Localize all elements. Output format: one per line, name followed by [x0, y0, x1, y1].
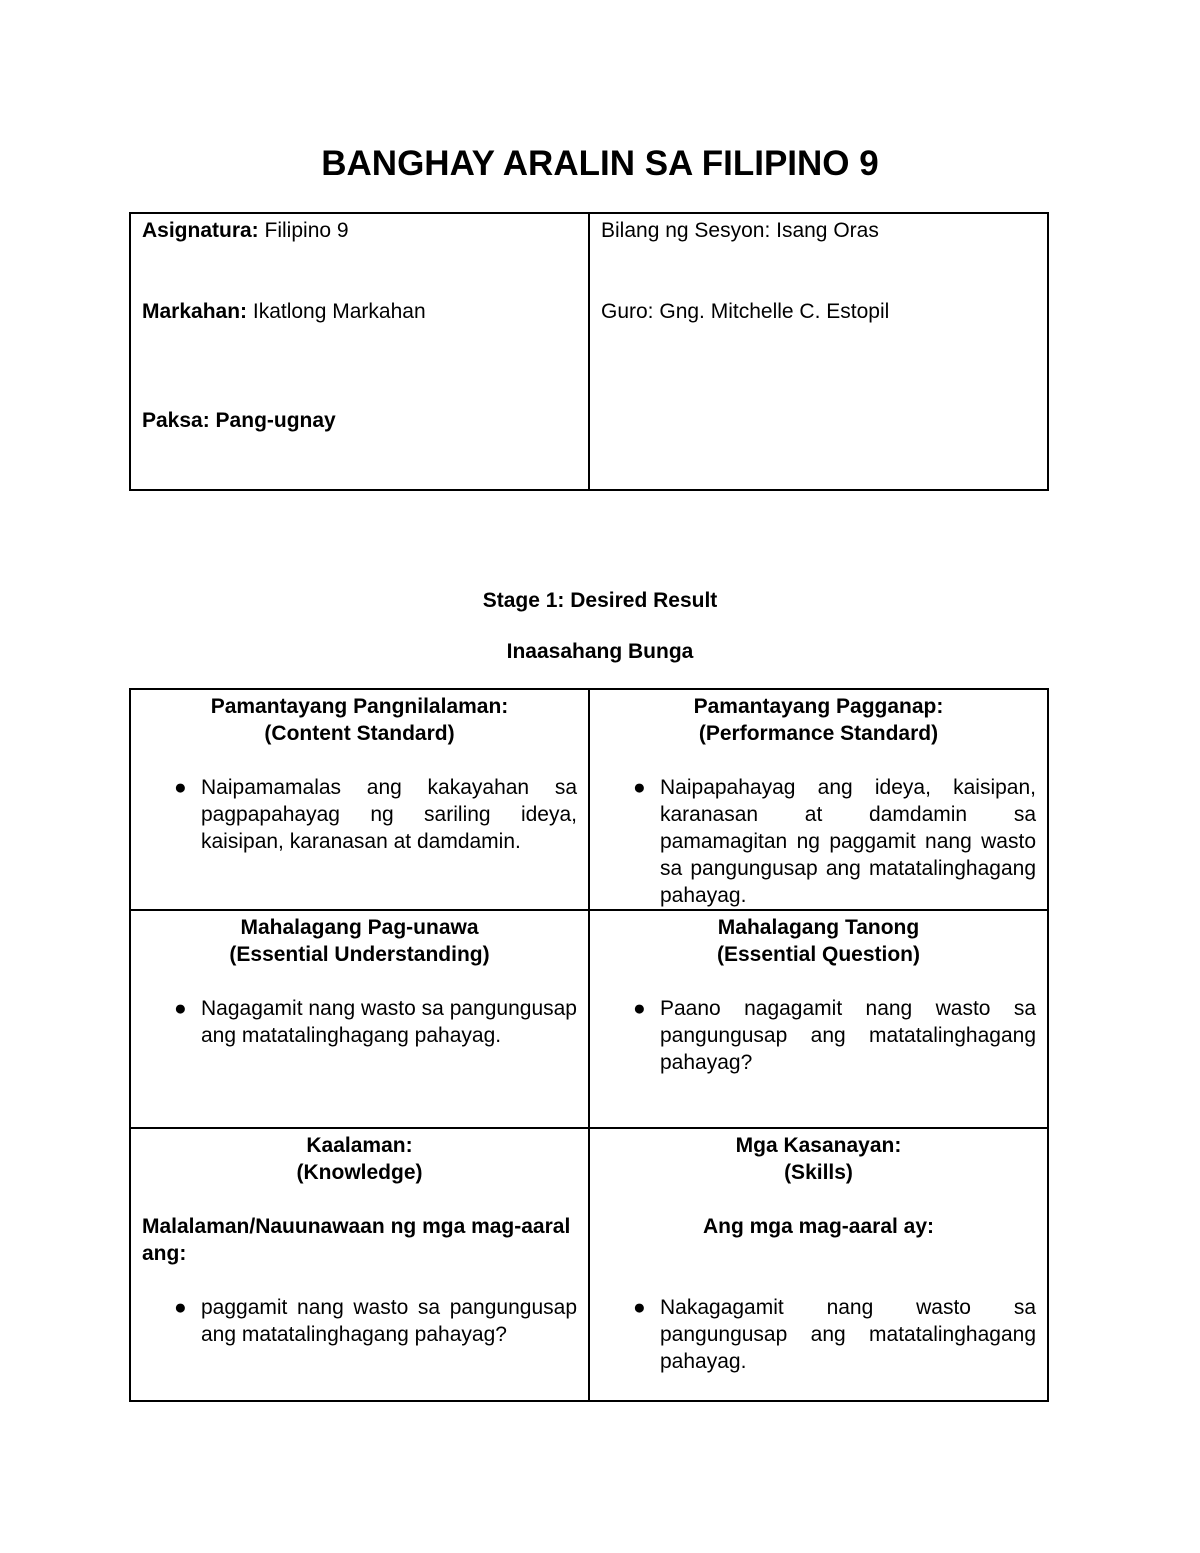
asignatura-label: Asignatura: [142, 219, 259, 242]
bullet-dot-icon: ● [633, 1296, 646, 1319]
content-standard-title: Pamantayang Pangnilalaman: [210, 695, 509, 718]
asignatura-line [142, 217, 577, 244]
essential-question-bullet [601, 995, 1036, 1076]
essential-understanding-cell [130, 910, 589, 1128]
document-title: BANGHAY ARALIN SA FILIPINO 9 [321, 144, 879, 183]
info-right-cell [589, 213, 1048, 490]
desired-result-table [129, 688, 1049, 1402]
knowledge-bullet [142, 1294, 577, 1348]
essential-understanding-bullet [142, 995, 577, 1049]
knowledge-subtitle: (Knowledge) [296, 1161, 423, 1184]
sesyon-line: Bilang ng Sesyon: Isang Oras [601, 219, 879, 242]
essential-understanding-text: Nagagamit nang wasto sa pangungusap ang matatalinghagang pahayag. [201, 997, 577, 1047]
stage-subtitle: Inaasahang Bunga [506, 640, 694, 663]
bullet-dot-icon: ● [174, 997, 187, 1020]
asignatura-value: Filipino 9 [258, 219, 349, 242]
skills-subtitle: (Skills) [784, 1161, 853, 1184]
bullet-dot-icon: ● [633, 776, 646, 799]
knowledge-text: paggamit nang wasto sa pangungusap ang matatalinghagang pahayag? [201, 1296, 577, 1346]
skills-lead: Ang mga mag-aaral ay: [702, 1215, 935, 1238]
content-standard-text: Naipamamalas ang kakayahan sa pagpapahayag ng sariling ideya, kaisipan, karanasan at damdamin. [201, 776, 577, 853]
performance-standard-title: Pamantayang Pagganap: [693, 695, 944, 718]
stage-title: Stage 1: Desired Result [482, 589, 718, 612]
skills-bullet [601, 1294, 1036, 1375]
markahan-label: Markahan: [142, 300, 248, 323]
knowledge-cell [130, 1128, 589, 1401]
markahan-line [142, 298, 577, 325]
performance-standard-cell [589, 689, 1048, 910]
bullet-dot-icon: ● [633, 997, 646, 1020]
performance-standard-bullet [601, 774, 1036, 909]
paksa-line [142, 407, 577, 434]
content-standard-cell [130, 689, 589, 910]
essential-question-cell [589, 910, 1048, 1128]
content-standard-subtitle: (Content Standard) [264, 722, 455, 745]
bullet-dot-icon: ● [174, 776, 187, 799]
essential-understanding-subtitle: (Essential Understanding) [229, 943, 490, 966]
knowledge-lead: Malalaman/Nauunawaan ng mga mag-aaral ang: [142, 1215, 571, 1265]
performance-standard-subtitle: (Performance Standard) [698, 722, 939, 745]
guro-line: Guro: Gng. Mitchelle C. Estopil [601, 300, 890, 323]
skills-text: Nakagagamit nang wasto sa pangungusap ang matatalinghagang pahayag. [660, 1296, 1036, 1373]
essential-understanding-title: Mahalagang Pag-unawa [240, 916, 479, 939]
content-standard-bullet [142, 774, 577, 855]
skills-cell [589, 1128, 1048, 1401]
markahan-value: Ikatlong Markahan [247, 300, 426, 323]
info-left-cell [130, 213, 589, 490]
knowledge-title: Kaalaman: [306, 1134, 413, 1157]
performance-standard-text: Naipapahayag ang ideya, kaisipan, karanasan at damdamin sa pamamagitan ng paggamit nang wasto sa pangungusap ang matatalinghagang pahayag. [660, 776, 1036, 907]
info-table [129, 212, 1049, 491]
essential-question-text: Paano nagagamit nang wasto sa pangungusap ang matatalinghagang pahayag? [660, 997, 1036, 1074]
essential-question-subtitle: (Essential Question) [716, 943, 921, 966]
paksa-text: Paksa: Pang-ugnay [142, 409, 336, 432]
bullet-dot-icon: ● [174, 1296, 187, 1319]
essential-question-title: Mahalagang Tanong [717, 916, 920, 939]
skills-title: Mga Kasanayan: [735, 1134, 902, 1157]
